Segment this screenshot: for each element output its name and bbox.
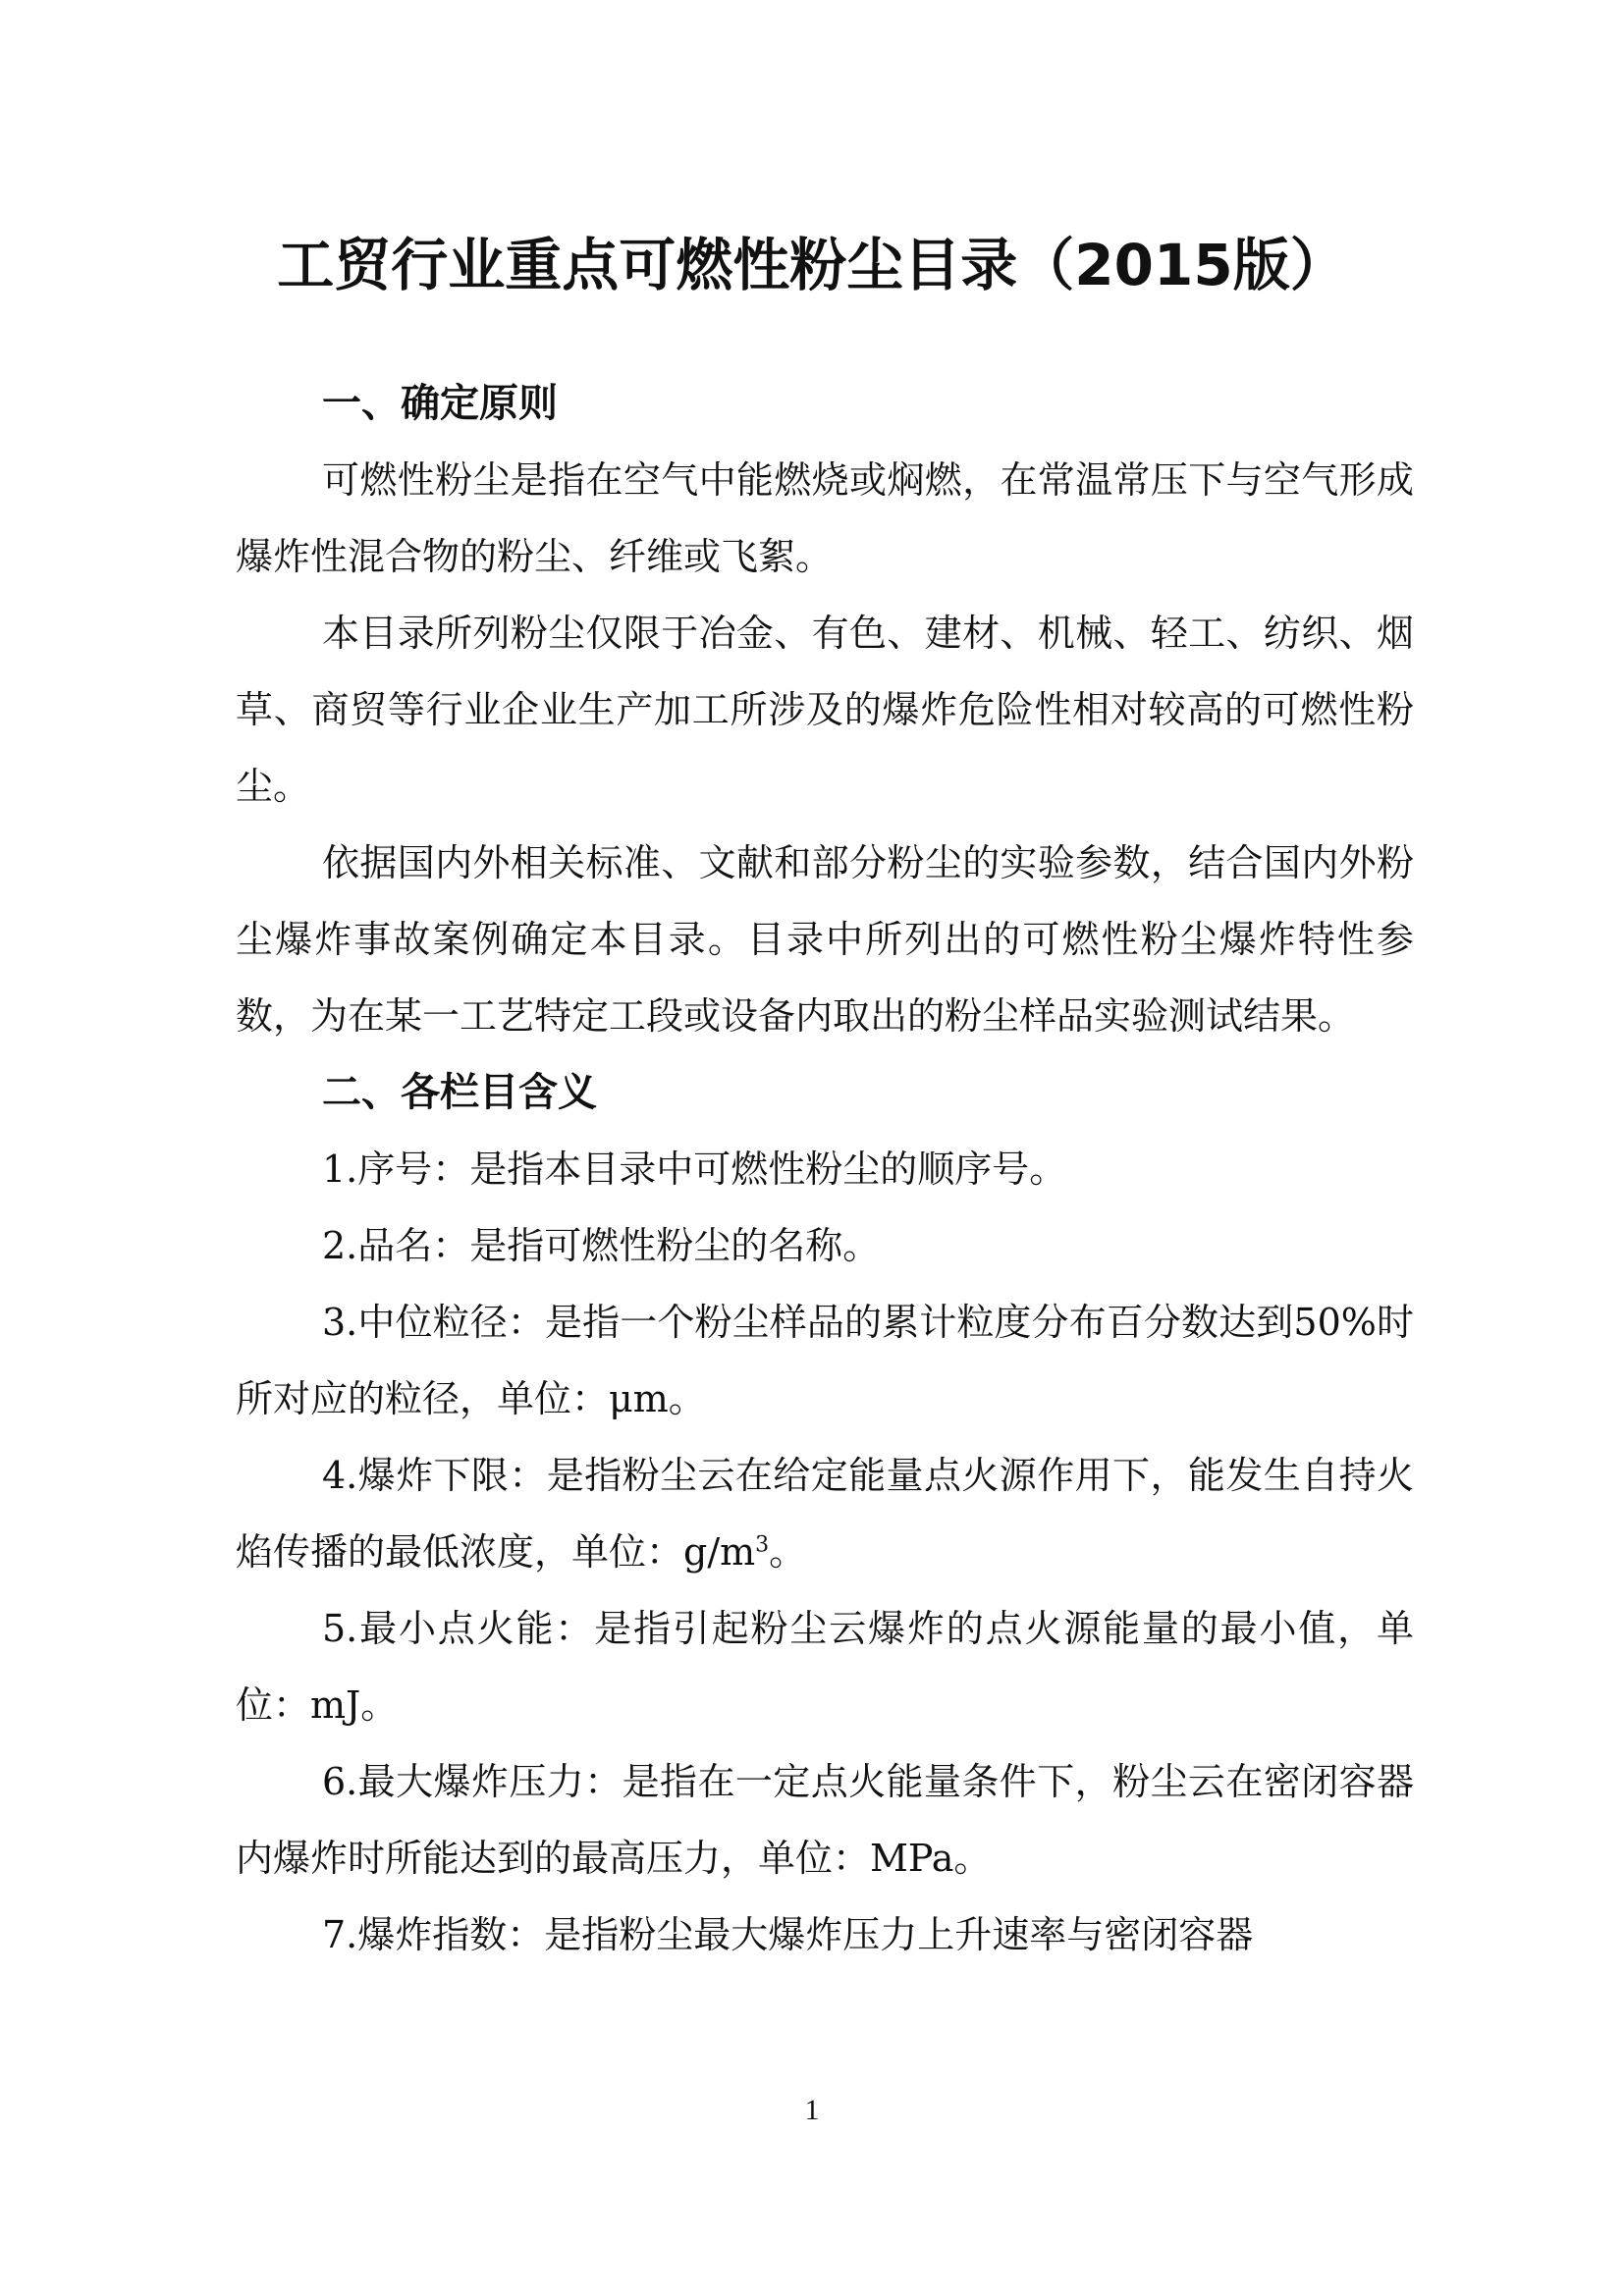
page-number: 1: [804, 2094, 820, 2126]
paragraph: 依据国内外相关标准、文献和部分粉尘的实验参数，结合国内外粉尘爆炸事故案例确定本目录。目录中所列出的可燃性粉尘爆炸特性参数，为在某一工艺特定工段或设备内取出的粉尘样品实验测试结果。: [236, 841, 1414, 1038]
document-body: [236, 365, 1414, 1973]
list-item: 6.最大爆炸压力：是指在一定点火能量条件下，粉尘云在密闭容器内爆炸时所能达到的最高压力，单位：MPa。: [236, 1760, 1414, 1880]
list-item: 2.品名：是指可燃性粉尘的名称。: [322, 1224, 881, 1267]
list-item: [236, 1437, 1414, 1590]
paragraph: 本目录所列粉尘仅限于冶金、有色、建材、机械、轻工、纺织、烟草、商贸等行业企业生产加工所涉及的爆炸危险性相对较高的可燃性粉尘。: [236, 612, 1414, 808]
section-column-meanings: [236, 1054, 1414, 1973]
page-title: 工贸行业重点可燃性粉尘目录（2015版）: [277, 232, 1347, 298]
section-principles: [236, 365, 1414, 1054]
list-item: 3.中位粒径：是指一个粉尘样品的累计粒度分布百分数达到50%时所对应的粒径，单位：μm。: [236, 1301, 1414, 1420]
section-heading: 一、确定原则: [322, 381, 558, 426]
item-text: 4.爆炸下限：是指粉尘云在给定能量点火源作用下，能发生自持火焰传播的最低浓度，单位：g/m: [236, 1454, 1414, 1574]
list-item: 7.爆炸指数：是指粉尘最大爆炸压力上升速率与密闭容器: [322, 1913, 1254, 1956]
unit-superscript: 3: [755, 1532, 770, 1558]
list-item: 1.序号：是指本目录中可燃性粉尘的顺序号。: [322, 1148, 1067, 1191]
list-item: 5.最小点火能：是指引起粉尘云爆炸的点火源能量的最小值，单位：mJ。: [236, 1607, 1414, 1727]
item-end: 。: [769, 1530, 807, 1574]
section-heading: 二、各栏目含义: [322, 1070, 597, 1115]
paragraph: 可燃性粉尘是指在空气中能燃烧或焖燃，在常温常压下与空气形成爆炸性混合物的粉尘、纤维或飞絮。: [236, 458, 1414, 578]
